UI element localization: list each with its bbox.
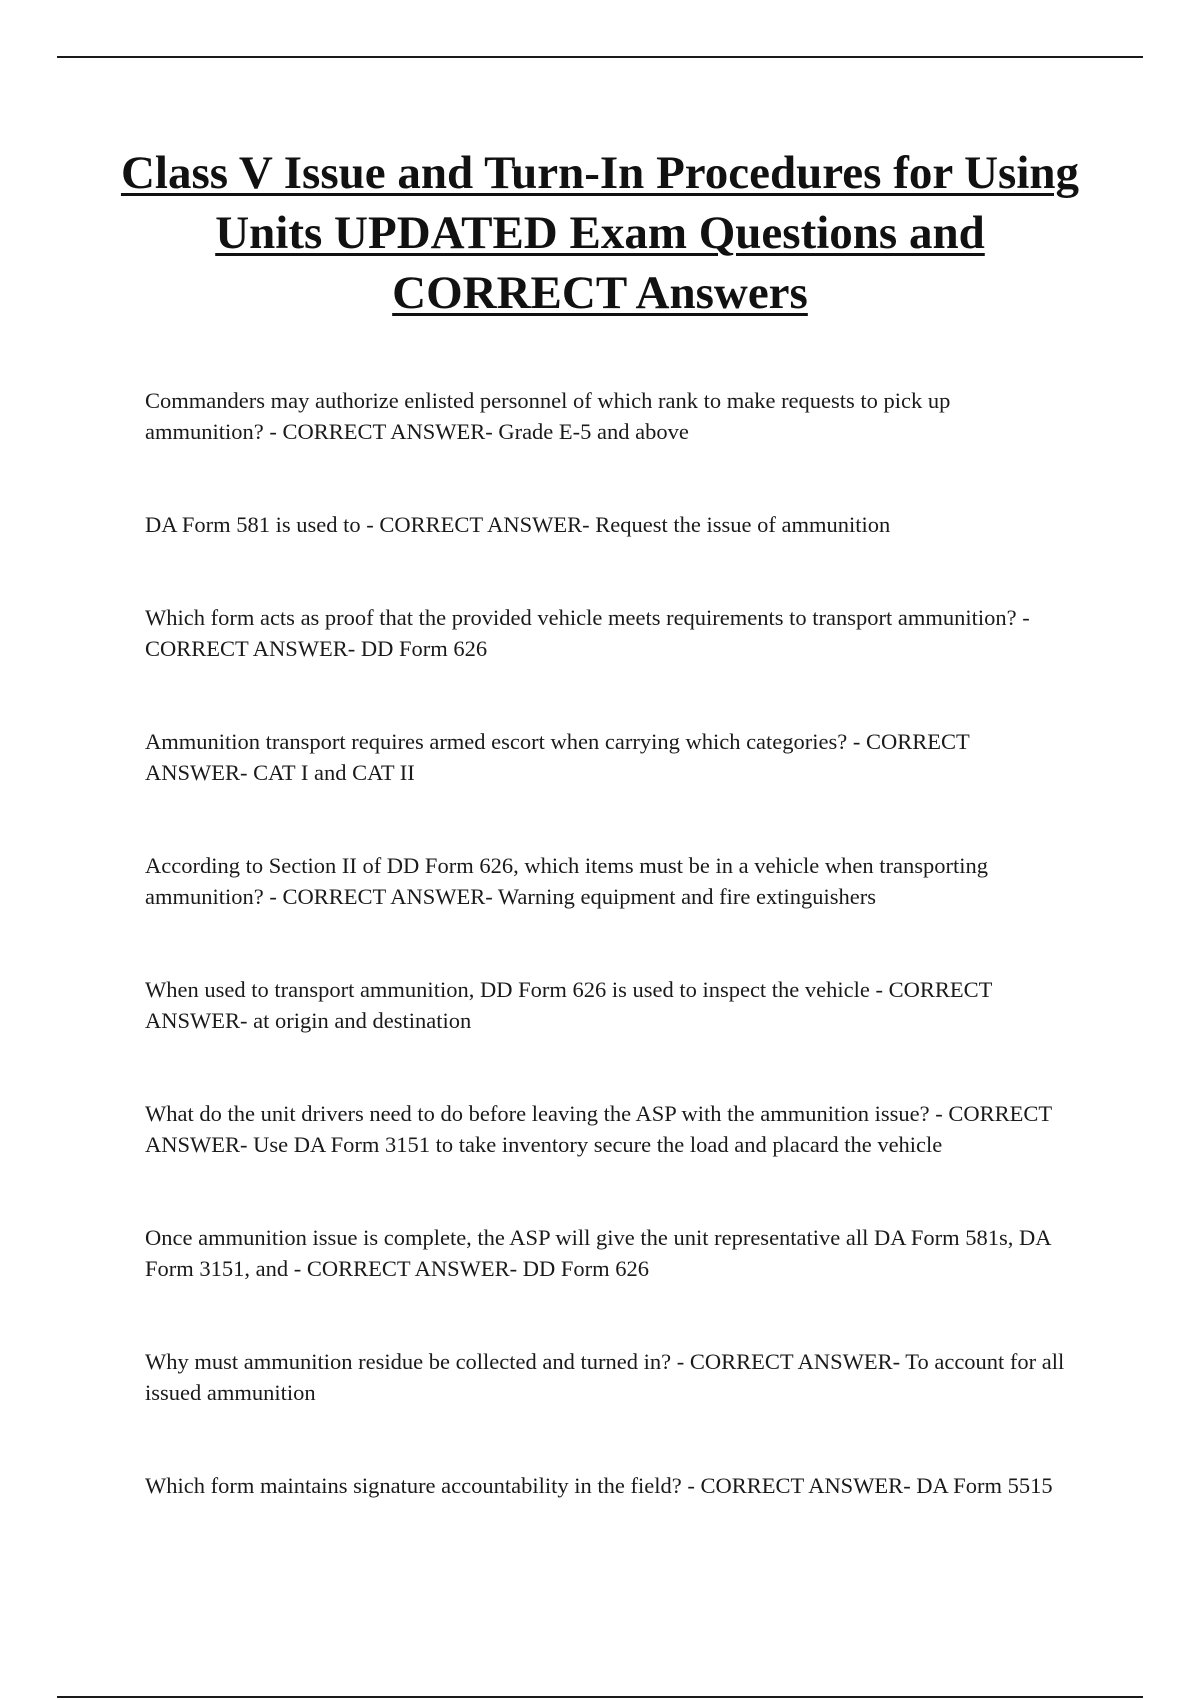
qa-item: DA Form 581 is used to - CORRECT ANSWER- Request the issue of ammunition — [145, 512, 891, 537]
qa-item: What do the unit drivers need to do before leaving the ASP with the ammunition issue? - CORRECT ANSWER- Use DA Form 3151 to take inventory secure the load and placard the vehicle — [145, 1101, 1052, 1157]
qa-item: Which form maintains signature accountability in the field? - CORRECT ANSWER- DA Form 5515 — [145, 1473, 1053, 1498]
qa-item: According to Section II of DD Form 626, which items must be in a vehicle when transporting ammunition? - CORRECT ANSWER- Warning equipment and fire extinguishers — [145, 853, 988, 909]
qa-item: Once ammunition issue is complete, the ASP will give the unit representative all DA Form 581s, DA Form 3151, and - CORRECT ANSWER- DD Form 626 — [145, 1225, 1051, 1281]
qa-item: Ammunition transport requires armed escort when carrying which categories? - CORRECT ANSWER- CAT I and CAT II — [145, 729, 970, 785]
footer-rule — [57, 1696, 1143, 1698]
qa-item: Why must ammunition residue be collected and turned in? - CORRECT ANSWER- To account for all issued ammunition — [145, 1349, 1065, 1405]
qa-item: When used to transport ammunition, DD Form 626 is used to inspect the vehicle - CORRECT ANSWER- at origin and destination — [145, 977, 992, 1033]
header-rule — [57, 56, 1143, 58]
qa-item: Commanders may authorize enlisted personnel of which rank to make requests to pick up ammunition? - CORRECT ANSWER- Grade E-5 and above — [145, 388, 951, 444]
qa-item: Which form acts as proof that the provided vehicle meets requirements to transport ammunition? - CORRECT ANSWER- DD Form 626 — [145, 605, 1030, 661]
qa-list — [145, 385, 1070, 1563]
document-title: Class V Issue and Turn-In Procedures for Using Units UPDATED Exam Questions and CORRECT Answers — [120, 147, 1080, 319]
